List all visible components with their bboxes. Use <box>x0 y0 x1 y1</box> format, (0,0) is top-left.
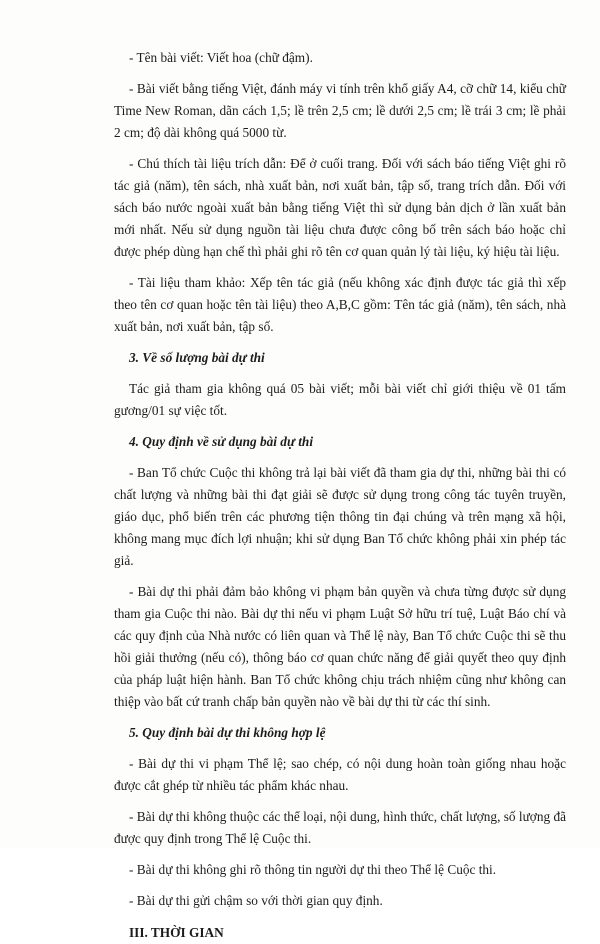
paragraph-references-rule: - Tài liệu tham khảo: Xếp tên tác giả (nếu không xác định được tác giả thì xếp theo tên cơ quan hoặc tên tài liệu) theo A,B,C gồm: Tên tác giả (năm), tên sách, nhà xuất bản, nơi xuất bản, tập số. <box>114 275 566 334</box>
document-body <box>114 47 566 944</box>
section-3-text: Tác giả tham gia không quá 05 bài viết; mỗi bài viết chỉ giới thiệu về 01 tấm gương/01 sự việc tốt. <box>114 381 566 418</box>
section-iii-heading: III. THỜI GIAN <box>129 925 224 940</box>
section-4-paragraph-copyright: - Bài dự thi phải đảm bảo không vi phạm bản quyền và chưa từng được sử dụng tham gia Cuộc thi nào. Bài dự thi nếu vi phạm Luật Sở hữu trí tuệ, Luật Báo chí và các quy định của Nhà nước có liên quan và Thể lệ này, Ban Tổ chức Cuộc thi sẽ thu hồi giải thưởng (nếu có), thông báo cơ quan chức năng để giải quyết theo quy định của pháp luật hiện hành. Ban Tổ chức không chịu trách nhiệm cũng như không can thiệp vào bất cứ tranh chấp bản quyền nào về bài dự thi từ các thí sinh. <box>114 584 566 709</box>
paragraph-format-rule: - Bài viết bằng tiếng Việt, đánh máy vi tính trên khổ giấy A4, cỡ chữ 14, kiểu chữ Time New Roman, dãn cách 1,5; lề trên 2,5 cm; lề dưới 2,5 cm; lề trái 3 cm; lề phải 2 cm; độ dài không quá 5000 từ. <box>114 81 566 140</box>
section-4-paragraph-usage: - Ban Tổ chức Cuộc thi không trả lại bài viết đã tham gia dự thi, những bài thi có chất lượng và những bài thi đạt giải sẽ được sử dụng trong công tác tuyên truyền, giáo dục, phổ biến trên các phương tiện thông tin đại chúng và trên mạng xã hội, không mang mục đích lợi nhuận; khi sử dụng Ban Tổ chức không phải xin phép tác giả. <box>114 465 566 568</box>
section-5-item-plagiarism: - Bài dự thi vi phạm Thể lệ; sao chép, có nội dung hoàn toàn giống nhau hoặc được cắt ghép từ nhiều tác phẩm khác nhau. <box>114 756 566 793</box>
section-4-heading: 4. Quy định về sử dụng bài dự thi <box>129 434 314 449</box>
section-3-heading: 3. Về số lượng bài dự thi <box>129 350 265 365</box>
section-5-item-late: - Bài dự thi gửi chậm so với thời gian quy định. <box>129 893 383 908</box>
section-5-item-info: - Bài dự thi không ghi rõ thông tin người dự thi theo Thể lệ Cuộc thi. <box>129 862 497 877</box>
paragraph-title-rule: - Tên bài viết: Viết hoa (chữ đậm). <box>129 50 313 65</box>
paragraph-citation-rule: - Chú thích tài liệu trích dẫn: Để ở cuối trang. Đối với sách báo tiếng Việt ghi rõ tác giả (năm), tên sách, nhà xuất bản, nơi xuất bản, tập số, trang trích dẫn. Đối với sách báo nước ngoài xuất bản bằng tiếng Việt thì sử dụng bản dịch ở lần xuất bản mới nhất. Nếu sử dụng nguồn tài liệu chưa được công bố trên sách báo hoặc chỉ được phép dùng hạn chế thì phải ghi rõ tên cơ quan quản lý tài liệu, ký hiệu tài liệu. <box>114 156 566 259</box>
section-5-item-category: - Bài dự thi không thuộc các thể loại, nội dung, hình thức, chất lượng, số lượng đã được quy định trong Thể lệ Cuộc thi. <box>114 809 566 846</box>
section-5-heading: 5. Quy định bài dự thi không hợp lệ <box>129 725 326 740</box>
